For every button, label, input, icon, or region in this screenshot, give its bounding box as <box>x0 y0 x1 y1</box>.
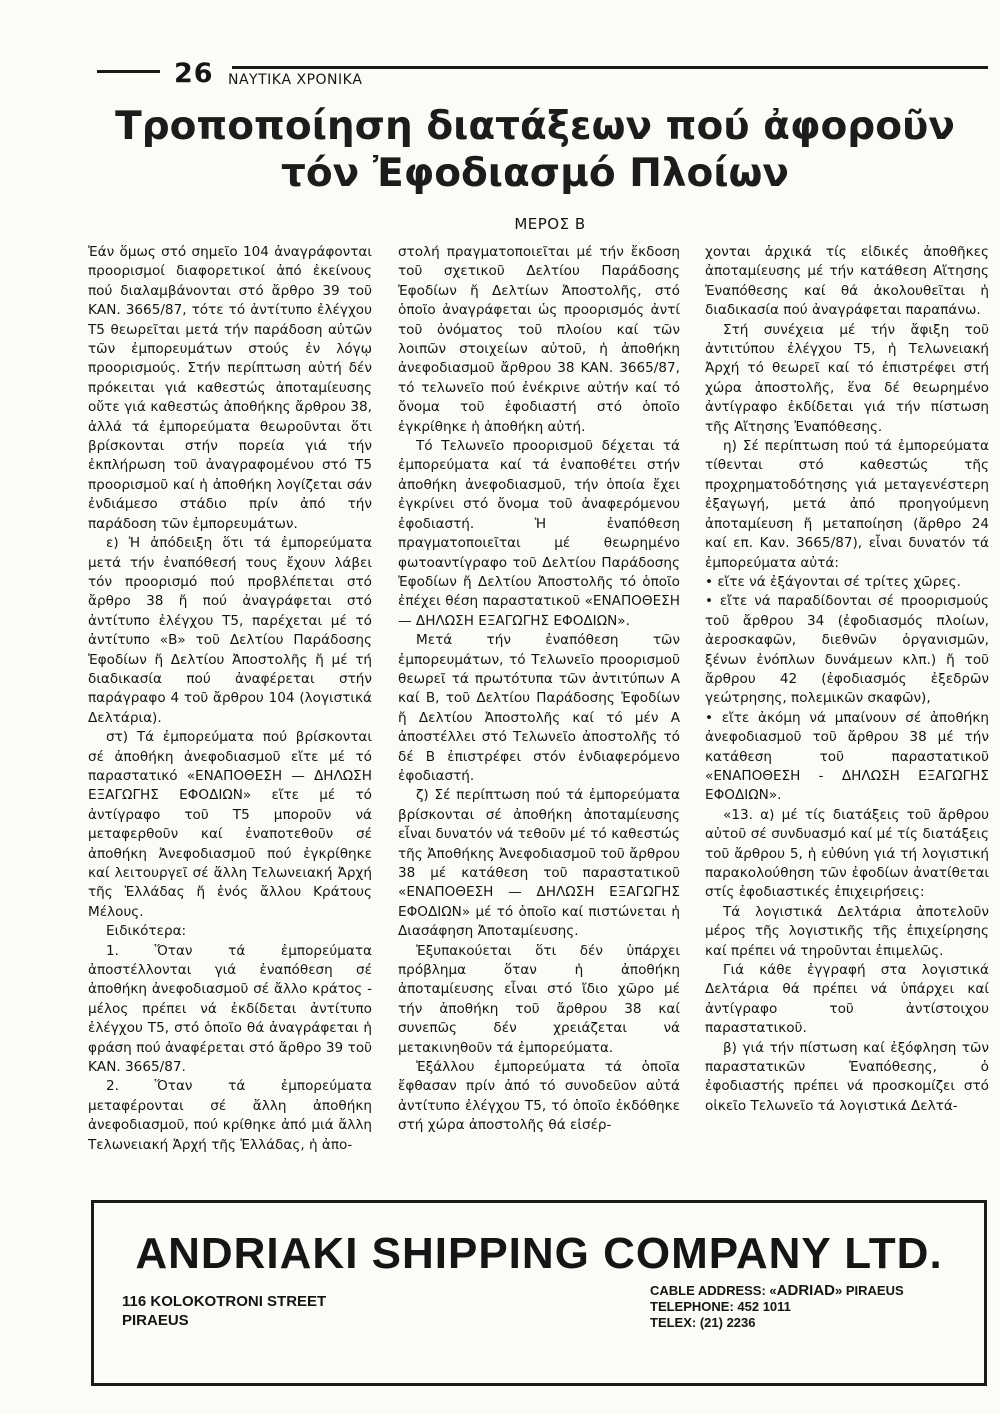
title-line-1: Τροποποίηση διατάξεων πού ἀφοροῦν <box>115 104 955 149</box>
bullet-item: • εἴτε νά ἐξάγονται σέ τρίτες χῶρες. <box>705 573 961 590</box>
paragraph: Τά λογιστικά Δελτάρια ἀποτελοῦν μέρος τῆς λογιστικῆς τῆς ἐπιχείρησης καί πρέπει νά τηροῦνται ἐπιμελῶς. <box>705 903 989 959</box>
advertisement-box <box>91 1200 987 1386</box>
cable-suffix: » PIRAEUS <box>835 1283 904 1298</box>
paragraph: ζ) Σέ περίπτωση πού τά ἐμπορεύματα βρίσκονται σέ ἀποθήκη ἀποταμίευσης εἶναι δυνατόν νά τεθοῦν μέ τό καθεστώς τῆς Ἀποθήκης Ἀνεφοδιασμοῦ τοῦ ἄρθρου 38 μέ κατάθεση τοῦ παραστατικοῦ «ΕΝΑΠΟΘΕΣΗ — ΔΗΛΩΣΗ ΕΞΑΓΩΓΗΣ ΕΦΟΔΙΩΝ» μέ τό ὁποῖο καί πιστώνεται ἡ Διασάφηση Ἀποταμίευσης. <box>398 787 680 940</box>
text-column-3 <box>705 243 989 1116</box>
page-number: 26 <box>174 58 214 89</box>
bullet-item: • εἴτε ἀκόμη νά μπαίνουν σέ ἀποθήκη ἀνεφοδιασμοῦ τοῦ ἄρθρου 38 μέ τήν κατάθεση τοῦ παραστατικοῦ «ΕΝΑΠΟΘΕΣΗ - ΔΗΛΩΣΗ ΕΞΑΓΩΓΗΣ ΕΦΟΔΙΩΝ». <box>705 709 989 804</box>
text-column-2 <box>398 243 680 1136</box>
paragraph: Μετά τήν ἐναπόθεση τῶν ἐμπορευμάτων, τό Τελωνεῖο προορισμοῦ θεωρεῖ τά πρωτότυπα τῶν ἀντιτύπων Α καί Β, τοῦ Δελτίου Παράδοσης Ἐφοδίων ἤ Δελτίου Ἀποστολῆς καί τό μέν Α ἀποστέλλει στό Τελωνεῖο ἀποστολῆς τό δέ Β ἐπιστρέφει στόν ἐνδιαφερόμενο ἐφοδιαστή. <box>398 632 680 784</box>
paragraph: η) Σέ περίπτωση πού τά ἐμπορεύματα τίθενται στό καθεστώς τῆς προχρηματοδότησης γιά μεταγενέστερη ἐξαγωγή, μετά ἀπό προηγούμενη ἀποταμίευση ἤ μεταποίηση (ἄρθρο 24 καί επ. Καν. 3665/87), εἶναι δυνατόν τά ἐμπορεύματα αὐτά: <box>705 438 989 571</box>
paragraph: β) γιά τήν πίστωση καί ἐξόφληση τῶν παραστατικῶν Ἐναπόθεσης, ὁ ἐφοδιαστής πρέπει νά προσκομίζει στό οἰκεῖο Τελωνεῖο τά λογιστικά Δελτά- <box>705 1039 989 1114</box>
text-column-1 <box>88 243 372 1155</box>
article-title <box>100 103 970 197</box>
ad-cable-address <box>650 1283 904 1299</box>
paragraph: Ειδικότερα: <box>106 923 187 940</box>
paragraph: Ἐξυπακούεται ὅτι δέν ὑπάρχει πρόβλημα ὅταν ἡ ἀποθήκη ἀποταμίευσης εἶναι στό ἴδιο χῶρο μέ τήν ἀποθήκη τοῦ ἄρθρου 38 καί συνεπῶς δέν χρειάζεται νά μετακινηθοῦν τά ἐμπορεύματα. <box>398 942 680 1056</box>
bullet-item: • εἴτε νά παραδίδονται σέ προορισμούς τοῦ ἄρθρου 34 (ἐφοδιασμός πλοίων, ἀεροσκαφῶν, διεθνῶν ὀργανισμῶν, ξένων ἐνόπλων δυνάμεων κλπ.) ἤ τοῦ ἄρθρου 42 (ἐφοδιασμός ἐξεδρῶν γεώτρησης, πολεμικῶν σκαφῶν), <box>705 593 989 707</box>
article-subtitle: ΜΕΡΟΣ Β <box>514 215 586 233</box>
paragraph: στολή πραγματοποιεῖται μέ τήν ἔκδοση τοῦ σχετικοῦ Δελτίου Παράδοσης Ἐφοδίων ἤ Δελτίων Ἀποστολῆς, στό ὁποῖο ἀναγράφεται ὡς προορισμός ἀντί τοῦ ὀνόματος τοῦ πλοίου καί τῶν λοιπῶν στοιχείων αὐτοῦ, ἡ ἀποθήκη ἀνεφοδιασμοῦ ἄρθρου 38 ΚΑΝ. 3665/87, τό τελωνεῖο πού ἐνέκρινε αὐτήν καί τό ὄνομα τοῦ ἐφοδιαστή στό ὁποῖο ἐγκρίθηκε ἡ ἀποθήκη αὐτή. <box>398 244 680 435</box>
ad-contacts <box>650 1283 904 1331</box>
paragraph: Στή συνέχεια μέ τήν ἄφιξη τοῦ ἀντιτύπου ἐλέγχου Τ5, ἡ Τελωνειακή Ἀρχή τό θεωρεῖ καί τό ἐπιστρέφει στή χώρα ἀποστολῆς, ἕνα δέ θεωρημένο ἀντίγραφο ἐκδίδεται γιά τήν πίστωση τῆς Αἴτησης Ἐναπόθεσης. <box>705 321 989 435</box>
ad-telex: TELEX: (21) 2236 <box>650 1315 756 1330</box>
paragraph: 2. Ὅταν τά ἐμπορεύματα μεταφέρονται σέ ἄλλη ἀποθήκη ἀνεφοδιασμοῦ, πού κρίθηκε ἀπό μιά ἄλλη Τελωνειακή Ἀρχή τῆς Ἑλλάδας, ἡ ἀπο- <box>88 1078 372 1153</box>
paragraph: Ἐξάλλου ἐμπορεύματα τά ὁποῖα ἔφθασαν πρίν ἀπό τό συνοδεῦον αὐτά ἀντίτυπο ἐλέγχου Τ5, τό ὁποῖο ἐκδόθηκε στή χώρα ἀποστολῆς θά εἰσέρ- <box>398 1059 680 1134</box>
paragraph: ε) Ἡ ἀπόδειξη ὅτι τά ἐμπορεύματα μετά τήν ἐναπόθεσή τους ἔχουν λάβει τόν προορισμό πού προβλέπεται στό ἄρθρο 38 ἤ πού ἀναγράφεται στό ἀντίτυπο ἐλέγχου Τ5, παρέχεται μέ τό ἀντίτυπο «Β» τοῦ Δελτίου Παράδοσης Ἐφοδίων ἤ Δελτίου Ἀποστολῆς ἤ μέ τή διαδικασία πού ἀναφέρεται στήν παράγραφο 4 τοῦ ἄρθρου 104 (λογιστικά Δελτάρια). <box>88 535 372 726</box>
cable-name: ADRIAD <box>776 1282 835 1299</box>
paragraph: Ἐάν ὅμως στό σημεῖο 104 ἀναγράφονται προορισμοί διαφορετικοί ἀπό ἐκείνους πού διαλαμβάνονται στό ἄρθρο 39 τοῦ ΚΑΝ. 3665/87, τότε τό ἀντίτυπο ἐλέγχου Τ5 θεωρεῖται μετά τήν παράδοση αὐτῶν τῶν ἐμπορευμάτων στούς ἐν λόγῳ προορισμούς. Στήν περίπτωση αὐτή δέν πρόκειται γιά καθεστώς ἀποταμίευσης οὔτε γιά καθεστώς ἀποθήκης ἄρθρου 38, ἀλλά τά ἐμπορεύματα θεωροῦνται ὅτι βρίσκονται στήν πορεία γιά τήν ἐκπλήρωση τοῦ ἀναγραφομένου στό Τ5 προορισμοῦ καί ἡ ἀποθήκη λογίζεται σάν ἐνδιάμεσο στάδιο πρίν ἀπό τήν παράδοση τῶν ἐμπορευμάτων. <box>88 244 372 532</box>
paragraph: Γιά κάθε ἐγγραφή στα λογιστικά Δελτάρια θά πρέπει νά ὑπάρχει καί ἀντίγραφο τοῦ ἀντίστοιχου παραστατικοῦ. <box>705 962 989 1037</box>
paragraph: 1. Ὅταν τά ἐμπορεύματα ἀποστέλλονται γιά ἐναπόθεση σέ ἀποθήκη ἀνεφοδιασμοῦ σέ ἄλλο κράτος - μέλος πρέπει νά ἐκδίδεται ἀντίτυπο ἐλέγχου Τ5, στό ὁποῖο θά ἀναγράφεται ἡ φράση πού ἀναφέρεται στό ἄρθρο 39 τοῦ ΚΑΝ. 3665/87. <box>88 942 372 1076</box>
paragraph: στ) Τά ἐμπορεύματα πού βρίσκονται σέ ἀποθήκη ἀνεφοδιασμοῦ εἴτε μέ τό παραστατικό «ΕΝΑΠΟΘΕΣΗ — ΔΗΛΩΣΗ ΕΞΑΓΩΓΗΣ ΕΦΟΔΙΩΝ» εἴτε μέ τό ἀντίγραφο τοῦ Τ5 μποροῦν νά μεταφερθοῦν καί ἐναποτεθοῦν σέ ἀποθήκη Ἀνεφοδιασμοῦ πού ἐγκρίθηκε καί λειτουργεῖ σέ ἄλλη Τελωνειακή Ἀρχή τῆς Ἑλλάδας ἤ ἑνός ἄλλου Κράτους Μέλους. <box>88 729 372 920</box>
running-head: ΝΑΥΤΙΚΑ ΧΡΟΝΙΚΑ <box>228 72 363 88</box>
ad-telephone: TELEPHONE: 452 1011 <box>650 1299 791 1314</box>
ad-street-address: 116 KOLOKOTRONI STREET <box>122 1293 327 1310</box>
ad-company-name: ANDRIAKI SHIPPING COMPANY LTD. <box>135 1229 943 1278</box>
paragraph: «13. α) μέ τίς διατάξεις τοῦ ἄρθρου αὐτοῦ σέ συνδυασμό καί μέ τίς διατάξεις τοῦ ἄρθρου 5, ἡ εὐθύνη γιά τή λογιστική παρακολούθηση τῶν ἐφοδίων ἀνατίθεται στίς ἐφοδιαστικές ἐπιχειρήσεις: <box>705 806 989 901</box>
header-rule-right <box>232 66 988 69</box>
title-line-2: τόν Ἐφοδιασμό Πλοίων <box>281 151 789 196</box>
ad-city: PIRAEUS <box>122 1312 189 1329</box>
cable-prefix: CABLE ADDRESS: « <box>650 1283 777 1298</box>
header-rule-left <box>97 70 160 73</box>
paragraph: Τό Τελωνεῖο προορισμοῦ δέχεται τά ἐμπορεύματα καί τά ἐναποθέτει στήν ἀποθήκη ἀνεφοδιασμοῦ, τήν ὁποία ἔχει ἐγκρίνει στό ὄνομα τοῦ ἀναφερόμενου ἐφοδιαστή. Ἡ ἐναπόθεση πραγματοποιεῖται μέ θεωρημένο φωτοαντίγραφο τοῦ Δελτίου Παράδοσης Ἐφοδίων ἤ Δελτίου Ἀποστολῆς τό ὁποῖο ἐπέχει θέση παραστατικοῦ «ΕΝΑΠΟΘΕΣΗ — ΔΗΛΩΣΗ ΕΞΑΓΩΓΗΣ ΕΦΟΔΙΩΝ». <box>398 438 680 629</box>
paragraph: χονται ἀρχικά τίς εἰδικές ἀποθῆκες ἀποταμίευσης μέ τήν κατάθεση Αἴτησης Ἐναπόθεσης καί θά ἀκολουθεῖται ἡ διαδικασία πού ἀναγράφεται παραπάνω. <box>705 244 989 319</box>
